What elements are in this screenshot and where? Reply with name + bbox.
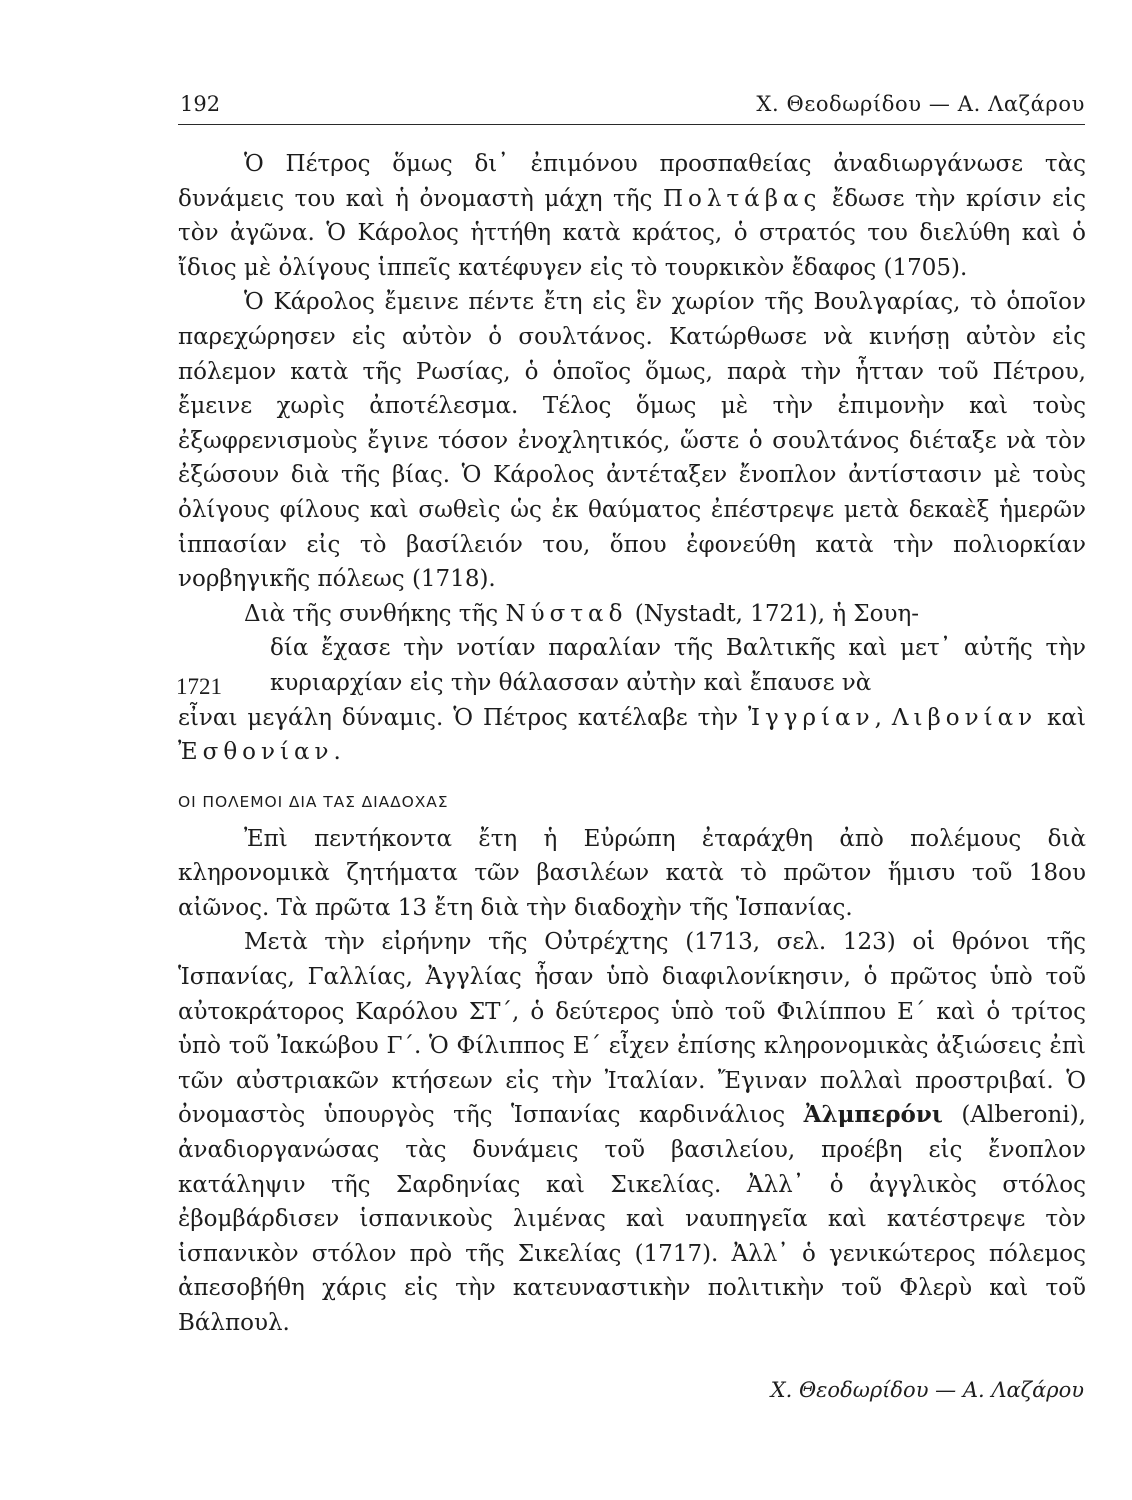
paragraph-nystad-rest (178, 701, 1086, 770)
paragraph-nystad-wrapped: δία ἔχασε τὴν νοτίαν παραλίαν τῆς Βαλτικῆς καὶ μετ᾽ αὐτῆς τὴν κυριαρχίαν εἰς τὴν θάλασσαν αὐτὴν καὶ ἔπαυσε νὰ (270, 635, 1086, 696)
footer-authors: Χ. Θεοδωρίδου — Α. Λαζάρου (770, 1378, 1084, 1402)
text-run: , (874, 704, 892, 731)
header-authors: Χ. Θεοδωρίδου — Α. Λαζάρου (756, 92, 1085, 116)
paragraph-charles-exile: Ὁ Κάρολος ἔμεινε πέντε ἔτη εἰς ἓν χωρίον τῆς Βουλγαρίας, τὸ ὁποῖον παρεχώρησεν εἰς αὐτὸν ὁ σουλτάνος. Κατώρθωσε νὰ κινήσῃ αὐτὸν εἰς πόλεμον κατὰ τῆς Ρωσίας, ὁ ὁποῖος ὅμως, παρὰ τὴν ἧτταν τοῦ Πέτρου, ἔμεινε χωρὶς ἀποτέλεσμα. Τέλος ὅμως μὲ τὴν ἐπιμονὴν καὶ τοὺς ἐξωφρενισμοὺς ἔγινε τόσον ἐνοχλητικός, ὥστε ὁ σουλτάνος διέταξε νὰ τὸν ἐξώσουν διὰ τῆς βίας. Ὁ Κάρολος ἀντέταξεν ἔνοπλον ἀντίστασιν μὲ τοὺς ὀλίγους φίλους καὶ σωθεὶς ὡς ἐκ θαύματος ἐπέστρεψε μετὰ δεκαὲξ ἡμερῶν ἱππασίαν εἰς τὸ βασίλειόν του, ὅπου ἐφονεύθη κατὰ τὴν πολιορκίαν νορβηγικῆς πόλεως (1718). (178, 289, 1086, 593)
page-number: 192 (180, 92, 221, 116)
battle-name-spaced: Πολτάβας (662, 185, 822, 212)
paragraph-utrecht (178, 925, 1086, 1340)
text-run: (Alberoni), ἀναδιοργανώσας τὰς δυνάμεις τοῦ βασιλείου, προέβη εἰς ἔνοπλον κατάληψιν τῆς Σαρδηνίας καὶ Σικελίας. Ἀλλ᾽ ὁ ἀγγλικὸς στόλος ἐβομβάρδισεν ἱσπανικοὺς λιμένας καὶ ναυπηγεῖα καὶ κατέστρεψε τὸν ἱσπανικὸν στόλον πρὸ τῆς Σικελίας (1717). Ἀλλ᾽ ὁ γενικώτερος πόλεμος ἀπεσοβήθη χάρις εἰς τὴν κατευναστικὴν πολιτικὴν τοῦ Φλερὺ καὶ τοῦ Βάλπουλ. (178, 1102, 1086, 1336)
running-head (178, 90, 1085, 125)
section-heading: ΟΙ ΠΟΛΕΜΟΙ ΔΙΑ ΤΑΣ ΔΙΑΔΟΧΑΣ (178, 792, 449, 811)
text-run: Μετὰ τὴν εἰρήνην τῆς Οὐτρέχτης (1713, σελ. 123) οἱ θρόνοι τῆς Ἱσπανίας, Γαλλίας, Ἀγγλίας ἦσαν ὑπὸ διαφιλονίκησιν, ὁ πρῶτος ὑπὸ τοῦ αὐτοκράτορος Καρόλου ΣΤ΄, ὁ δεύτερος ὑπὸ τοῦ Φιλίππου Ε΄ καὶ ὁ τρίτος ὑπὸ τοῦ Ἰακώβου Γ΄. Ὁ Φίλιππος Ε΄ εἶχεν ἐπίσης κληρονομικὰς ἀξιώσεις ἐπὶ τῶν αὐστριακῶν κτήσεων εἰς τὴν Ἰταλίαν. Ἔγιναν πολλαὶ προστριβαί. Ὁ ὀνομαστὸς ὑπουργὸς τῆς Ἱσπανίας καρδινάλιος (178, 929, 1086, 1129)
livonia-spaced: Λιβονίαν (891, 704, 1038, 731)
text-run: (Nystadt, 1721), ἡ Σουη- (627, 600, 920, 627)
paragraph-nystad-first-line (178, 597, 1086, 632)
body-text (178, 147, 1086, 1341)
text-run: . (333, 739, 341, 766)
text-run: Διὰ τῆς συνθήκης τῆς (244, 600, 506, 627)
margin-year-note: 1721 (176, 674, 222, 699)
text-run: Ὁ Πέτρος ὅμως δι᾽ ἐπιμόνου προσπαθείας ἀναδιωργάνωσε τὰς δυνάμεις του καὶ ἡ ὀνομαστὴ μάχη τῆς (178, 151, 1086, 212)
paragraph-succession-intro: Ἐπὶ πεντήκοντα ἔτη ἡ Εὐρώπη ἐταράχθη ἀπὸ πολέμους διὰ κληρονομικὰ ζητήματα τῶν βασιλέων κατὰ τὸ πρῶτον ἥμισυ τοῦ 18ου αἰῶνος. Τὰ πρῶτα 13 ἔτη διὰ τὴν διαδοχὴν τῆς Ἱσπανίας. (178, 825, 1086, 921)
text-run: ἔδωσε τὴν κρίσιν εἰς τὸν ἀγῶνα. Ὁ Κάρολος ἡττήθη κατὰ κράτος, ὁ στρατός του διελύθη καὶ ὁ ἴδιος μὲ ὀλίγους ἱππεῖς κατέφυγεν εἰς τὸ τουρκικὸν ἔδαφος (1705). (178, 185, 1086, 281)
estonia-spaced: Ἐσθονίαν (178, 739, 334, 766)
paragraph-poltava (178, 147, 1086, 285)
text-run: καὶ (1037, 704, 1086, 731)
alberoni-name: Ἀλμπερόνι (803, 1101, 943, 1129)
treaty-name-spaced: Νύσταδ (505, 600, 628, 627)
ingria-spaced: Ἰγγρίαν (748, 704, 875, 731)
text-run: εἶναι μεγάλη δύναμις. Ὁ Πέτρος κατέλαβε τὴν (178, 704, 749, 731)
